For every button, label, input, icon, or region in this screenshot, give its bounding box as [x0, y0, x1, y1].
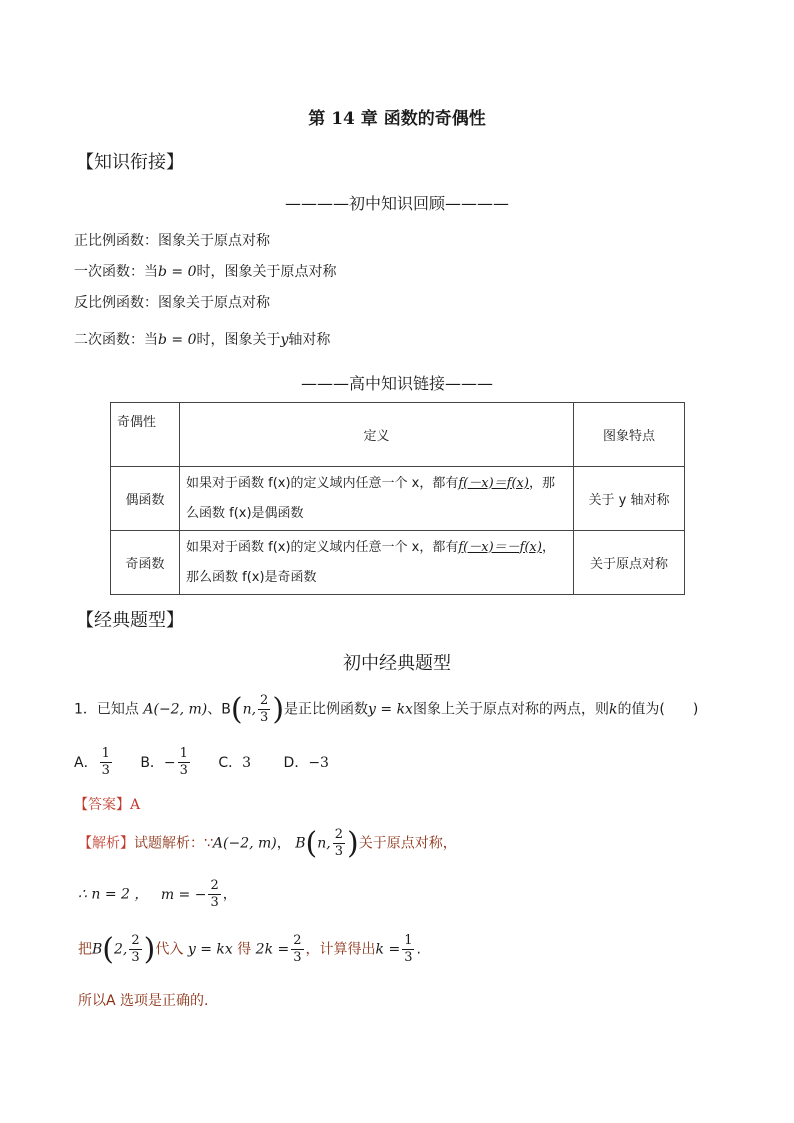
option-sign: −: [163, 754, 176, 771]
analysis-text: 把: [78, 941, 92, 958]
answer-label: 【答案】: [74, 797, 130, 813]
line-quadratic: [74, 329, 330, 349]
line-linear: [74, 261, 337, 281]
point-a: A(−2, m): [143, 701, 208, 718]
question-text: 已知点: [96, 701, 139, 718]
definition-formula: f(－x)＝－f(x): [458, 539, 542, 555]
line-text: 时，图象关于原点对称: [196, 264, 337, 280]
definition-text: ，那: [528, 475, 555, 491]
middle-school-divider: ————初中知识回顾————: [284, 194, 509, 213]
answer-line: [74, 794, 140, 814]
paren-right: ): [143, 932, 156, 967]
fraction-num: 1: [404, 933, 413, 948]
table-row: [111, 531, 685, 595]
definition-formula: f(－x)＝f(x): [458, 475, 529, 491]
option-b[interactable]: [140, 746, 196, 778]
question-text: 、B: [207, 701, 231, 718]
fraction: [208, 878, 220, 911]
fraction: [402, 933, 414, 966]
line-text: 一次函数：当: [74, 264, 158, 280]
table-header-row: [111, 403, 685, 467]
question-text: 图象上关于原点对称的两点，则: [412, 701, 609, 718]
question-text: 的值为( ): [617, 701, 699, 718]
point-a: A(−2, m): [212, 835, 277, 852]
fraction-num: 1: [101, 746, 110, 761]
definition-text: 么函数 f(x)是偶函数: [186, 505, 304, 521]
definition-text: 如果对于函数 f(x)的定义域内任意一个 x，都有: [186, 539, 459, 555]
fraction-den: 3: [260, 710, 269, 725]
line-text: 轴对称: [288, 332, 331, 348]
line-proportional: [74, 230, 270, 250]
point-b-var: 2,: [114, 941, 128, 958]
table-header-cell: 奇偶性: [111, 403, 180, 467]
table-cell-feature: 关于 y 轴对称: [574, 467, 685, 531]
analysis-text: ，: [222, 886, 237, 903]
parity-table: [110, 402, 685, 595]
analysis-label: 【解析】: [78, 835, 134, 852]
definition-text: ，: [541, 539, 555, 555]
analysis-text: 试题解析：∵: [134, 835, 213, 852]
line-text: 正比例函数：图象关于原点对称: [74, 233, 270, 249]
question-text: 是正比例函数: [284, 701, 369, 718]
analysis-line-1: [78, 826, 457, 861]
analysis-text: 得: [237, 941, 252, 958]
definition-text: 如果对于函数 f(x)的定义域内任意一个 x，都有: [186, 475, 459, 491]
paren-left: (: [102, 932, 115, 967]
option-label: A．: [74, 754, 98, 771]
fraction-den: 3: [101, 763, 110, 778]
option-label: C．: [218, 754, 243, 771]
fraction-num: 2: [260, 693, 269, 708]
answer-value: A: [130, 797, 141, 813]
option-d[interactable]: [284, 755, 329, 771]
analysis-line-2: [78, 878, 237, 911]
page-title: 第 14 章 函数的奇偶性: [308, 109, 486, 129]
question-number: 1．: [74, 701, 97, 718]
fraction-den: 3: [293, 950, 302, 965]
line-inverse: [74, 292, 270, 312]
high-school-divider: ———高中知识链接———: [300, 374, 493, 393]
paren-left: (: [230, 692, 243, 727]
math-var: y: [280, 332, 289, 348]
fraction-den: 3: [404, 950, 413, 965]
fraction: [100, 746, 112, 779]
fraction-num: 2: [293, 933, 302, 948]
option-value: −3: [308, 754, 329, 771]
table-cell-feature: 关于原点对称: [574, 531, 685, 595]
math-expr: ∴ n = 2 ，: [78, 886, 149, 903]
math-expr: m = −: [160, 886, 207, 903]
fraction-num: 2: [210, 878, 219, 893]
fraction-den: 3: [210, 895, 219, 910]
option-c[interactable]: [218, 755, 255, 771]
analysis-text: .: [416, 941, 421, 958]
analysis-text: 关于原点对称，: [358, 835, 457, 852]
options-row: [74, 746, 329, 779]
fraction-num: 1: [179, 746, 188, 761]
fraction: [333, 827, 345, 860]
fraction: [129, 933, 141, 966]
fraction-den: 3: [334, 844, 343, 859]
analysis-line-4: 所以A 选项是正确的.: [78, 993, 209, 1009]
analysis-text: ，: [276, 835, 291, 852]
paren-right: ): [272, 692, 285, 727]
question-1: [74, 692, 698, 727]
table-header-cell: 图象特点: [574, 403, 685, 467]
fraction-den: 3: [131, 950, 140, 965]
function-expr: y = kx: [368, 701, 413, 718]
math-expr: k =: [375, 941, 401, 958]
option-a[interactable]: [74, 746, 118, 778]
option-label: B．: [140, 754, 164, 771]
fraction-num: 2: [131, 933, 140, 948]
fraction-num: 2: [334, 827, 343, 842]
knowledge-section-heading: 【知识衔接】: [76, 152, 184, 173]
analysis-text: ，计算得出: [305, 941, 376, 958]
option-label: D．: [283, 754, 309, 771]
math-expr: b = 0: [158, 332, 197, 348]
fraction: [258, 693, 270, 726]
function-expr: y = kx: [187, 941, 233, 958]
point-b-var: n,: [242, 701, 257, 718]
math-expr: 2k =: [255, 941, 290, 958]
table-header-cell: 定义: [180, 403, 574, 467]
table-row: [111, 467, 685, 531]
analysis-text: 代入: [155, 941, 184, 958]
definition-text: 那么函数 f(x)是奇函数: [186, 569, 317, 585]
classic-section-heading: 【经典题型】: [76, 610, 184, 631]
line-text: 二次函数：当: [74, 332, 158, 348]
table-cell-definition: [180, 531, 574, 595]
line-text: 反比例函数：图象关于原点对称: [74, 295, 270, 311]
point-b-label: B: [295, 835, 306, 852]
point-b-var: n,: [317, 835, 331, 852]
sub-heading: 初中经典题型: [343, 653, 451, 674]
table-cell-definition: [180, 467, 574, 531]
analysis-line-3: [78, 932, 421, 967]
table-cell-name: 偶函数: [111, 467, 180, 531]
paren-right: ): [347, 826, 359, 861]
table-cell-name: 奇函数: [111, 531, 180, 595]
point-b-label: B: [92, 941, 103, 958]
line-text: 时，图象关于: [196, 332, 281, 348]
math-expr: b = 0: [158, 264, 197, 280]
fraction: [291, 933, 303, 966]
paren-left: (: [305, 826, 318, 861]
fraction-den: 3: [179, 763, 188, 778]
fraction: [178, 746, 190, 779]
option-value: 3: [242, 754, 252, 771]
var-k: k: [608, 701, 618, 718]
